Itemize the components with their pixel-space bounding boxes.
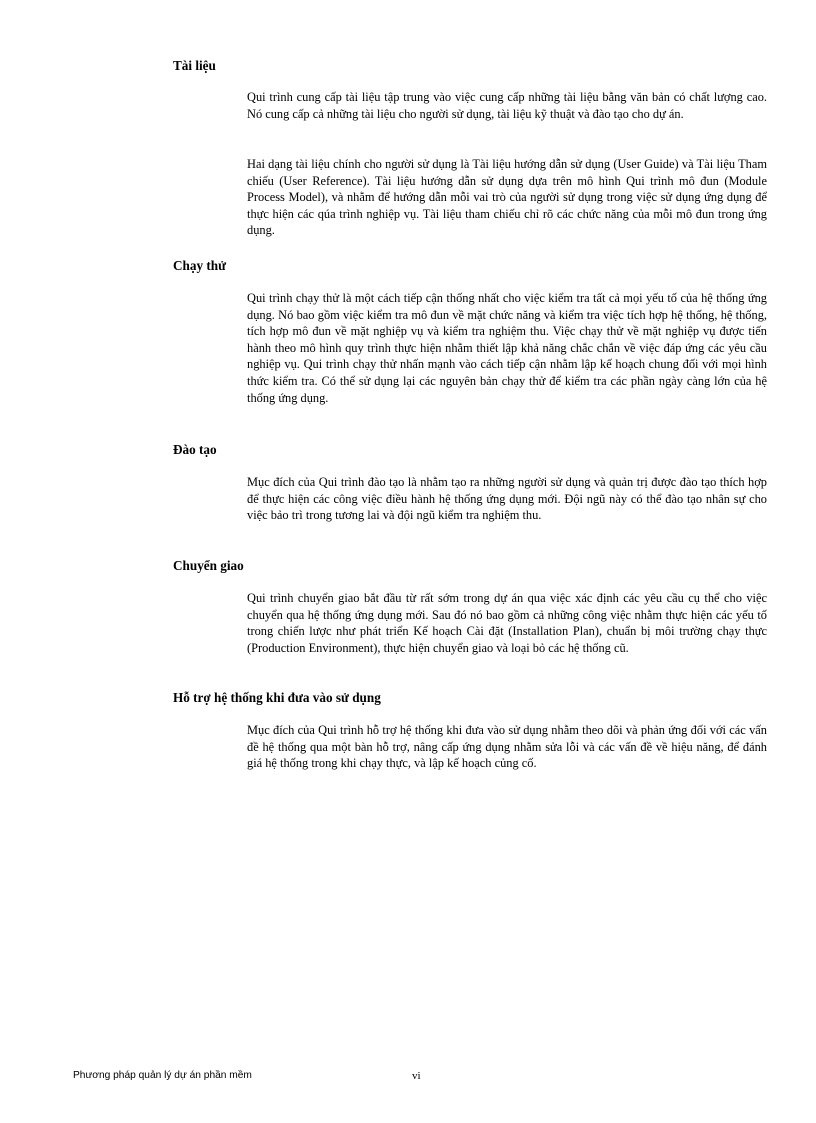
paragraph: Mục đích của Qui trình hỗ trợ hệ thống khi đưa vào sử dụng nhằm theo dõi và phản ứng đối với các vấn đề hệ thống qua một bàn hỗ trợ, nâng cấp ứng dụng nhằm sửa lỗi và các vấn đề về hiệu năng, để đánh giá hệ thống trong khi chạy thực, và lập kế hoạch củng cố. — [247, 723, 767, 771]
section-heading: Tài liệu — [173, 58, 216, 73]
paragraph: Hai dạng tài liệu chính cho người sử dụng là Tài liệu hướng dẫn sử dụng (User Guide) và Tài liệu Tham chiếu (User Reference). Tài liệu hướng dẫn sử dụng dựa trên mô hình Qui trình mô đun (Module Process Model), và nhằm để hướng dẫn mỗi vai trò của người sử dụng trong việc sử dụng ứng dụng để thực hiện các qúa trình nghiệp vụ. Tài liệu tham chiếu chỉ rõ các chức năng của mỗi mô đun trong ứng dụng. — [247, 157, 767, 238]
section-heading: Chuyển giao — [173, 558, 244, 573]
page-footer — [0, 1070, 816, 1086]
section-heading: Chạy thử — [173, 258, 226, 273]
page-number: vi — [412, 1070, 421, 1082]
paragraph: Qui trình chuyển giao bắt đầu từ rất sớm trong dự án qua việc xác định các yêu cầu cụ thể cho việc chuyển qua hệ thống ứng dụng mới. Sau đó nó bao gồm cả những công việc nhằm thực hiện các yếu tố trong chiến lược như phát triển Kế hoạch Cài đặt (Installation Plan), chuẩn bị môi trường chạy thực (Production Environment), thực hiện chuyển giao và loại bỏ các hệ thống cũ. — [247, 591, 767, 655]
section-heading: Đào tạo — [173, 442, 217, 457]
paragraph: Qui trình cung cấp tài liệu tập trung vào việc cung cấp những tài liệu bằng văn bản có chất lượng cao. Nó cung cấp cả những tài liệu cho người sử dụng, tài liệu kỹ thuật và đào tạo cho dự án. — [247, 90, 767, 121]
paragraph: Qui trình chạy thử là một cách tiếp cận thống nhất cho việc kiểm tra tất cả mọi yếu tố của hệ thống ứng dụng. Nó bao gồm việc kiểm tra mô đun về mặt chức năng và kiểm tra việc tích hợp hệ thống, hệ thống, tích hợp mô đun về mặt nghiệp vụ và kiểm tra nghiệm thu. Việc chạy thử về mặt nghiệp vụ được tiến hành theo mô hình quy trình thực hiện nhằm thiết lập khả năng chắc chắn về việc đáp ứng các yêu cầu nghiệp vụ. Qui trình chạy thử nhấn mạnh vào cách tiếp cận nhằm lập kế hoạch chung đối với mọi hình thức kiểm tra. Có thể sử dụng lại các nguyên bản chạy thử để kiểm tra các phần ngày càng lớn của hệ thống ứng dụng. — [247, 291, 767, 405]
paragraph: Mục đích của Qui trình đào tạo là nhằm tạo ra những người sử dụng và quản trị được đào tạo thích hợp để thực hiện các công việc điều hành hệ thống ứng dụng mới. Đội ngũ này có thể đào tạo nhân sự cho việc bảo trì trong tương lai và đội ngũ kiểm tra nghiệm thu. — [247, 475, 767, 523]
section-heading: Hỗ trợ hệ thống khi đưa vào sử dụng — [173, 690, 381, 705]
footer-title: Phương pháp quản lý dự án phần mềm — [73, 1070, 252, 1081]
